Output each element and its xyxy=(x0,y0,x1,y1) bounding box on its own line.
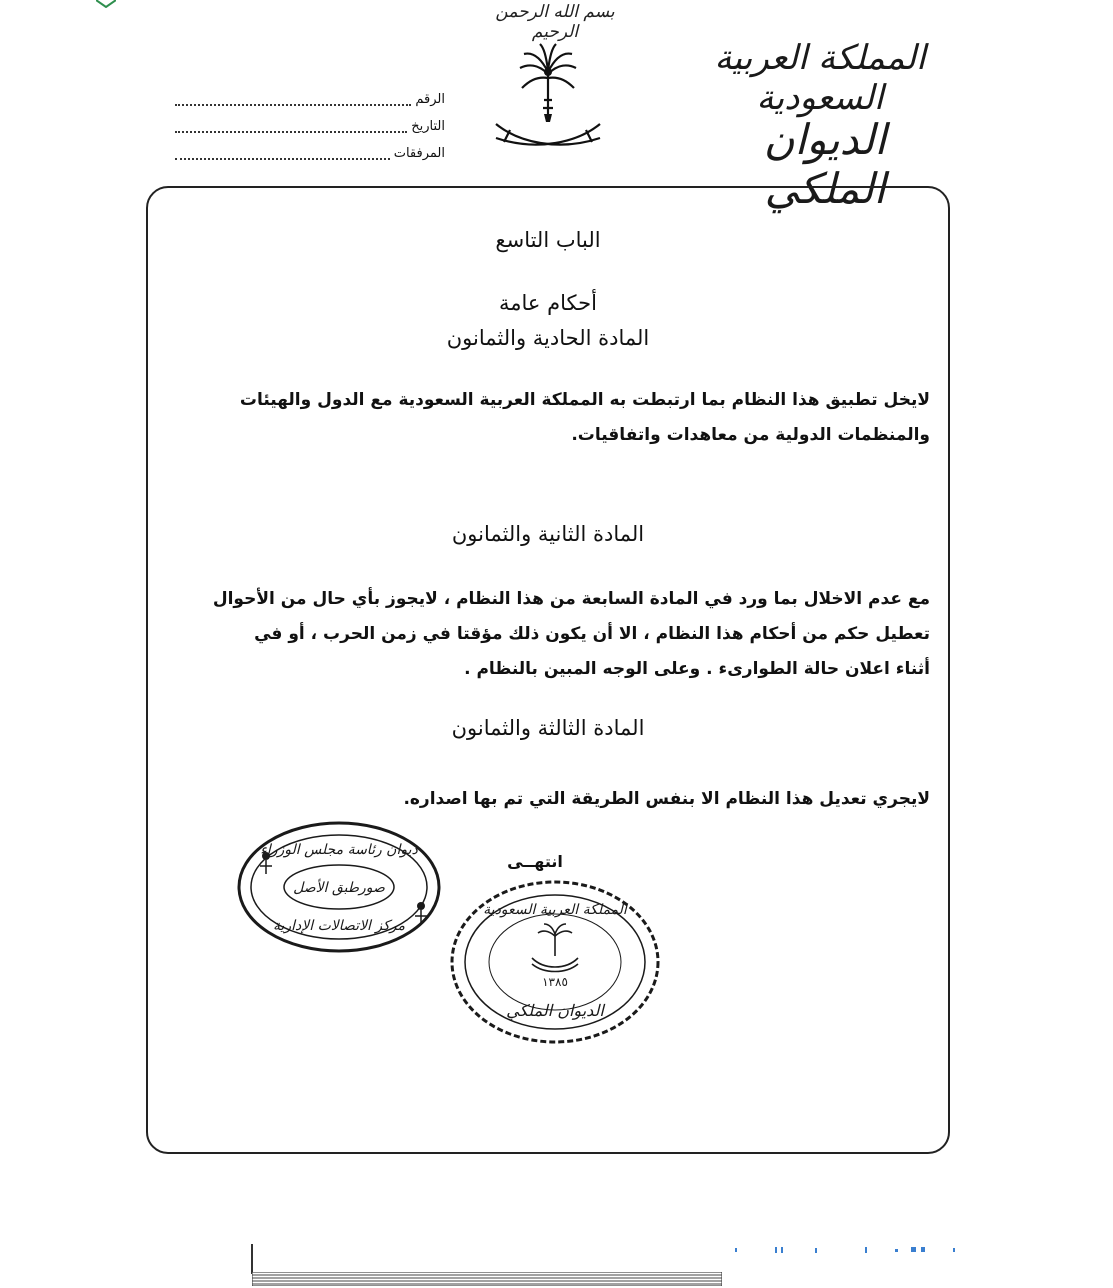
royal-court-seal xyxy=(448,878,662,1046)
article-81-line-1: لايخل تطبيق هذا النظام بما ارتبطت به المملكة العربية السعودية مع الدول والهيئات xyxy=(239,390,930,410)
article-82-line-1: مع عدم الاخلال بما ورد في المادة السابعة من هذا النظام ، لايجوز بأي حال من الأحوال xyxy=(212,589,930,609)
reference-number-field xyxy=(175,86,445,113)
cabinet-stamp xyxy=(236,820,442,954)
article-81-title: المادة الحادية والثمانون xyxy=(446,326,650,350)
palm-and-swords-emblem-icon xyxy=(488,42,608,162)
attachments-dots xyxy=(175,148,390,160)
cabinet-stamp-bottom-text: مركز الاتصالات الإدارية xyxy=(272,918,406,934)
article-83-text xyxy=(168,782,930,817)
end-marker: انتهــى xyxy=(507,852,563,871)
cabinet-stamp-middle-text: صورطبق الأصل xyxy=(293,880,385,896)
article-83-line-1: لايجري تعديل هذا النظام الا بنفس الطريقة التي تم بها اصداره. xyxy=(403,789,930,809)
attachments-label: المرفقات xyxy=(393,146,445,161)
royal-seal-year: ١٣٨٥ xyxy=(542,975,568,989)
royal-court-title: الديوان الملكي xyxy=(763,115,887,213)
article-82-title: المادة الثانية والثمانون xyxy=(451,522,645,546)
kingdom-title: المملكة العربية السعودية xyxy=(714,38,926,118)
footer-marks xyxy=(735,1244,955,1256)
royal-seal-bottom-text: الديوان الملكي xyxy=(506,1001,604,1020)
attachments-field xyxy=(175,140,445,167)
footer-tick xyxy=(251,1244,253,1274)
footer-hatched-bar xyxy=(252,1272,722,1286)
chapter-heading: الباب التاسع xyxy=(495,228,601,252)
article-82-line-2: تعطيل حكم من أحكام هذا النظام ، الا أن يكون ذلك مؤقتا في زمن الحرب ، أو في xyxy=(254,624,930,644)
article-83-title: المادة الثالثة والثمانون xyxy=(451,716,645,740)
date-field xyxy=(175,113,445,140)
royal-seal-top-text: المملكة العربية السعودية xyxy=(483,902,627,918)
section-heading: أحكام عامة xyxy=(499,291,597,315)
corner-mark xyxy=(96,0,116,8)
article-82-line-3: أثناء اعلان حالة الطوارىء . وعلى الوجه المبين بالنظام . xyxy=(464,659,930,679)
reference-number-dots xyxy=(175,94,411,106)
article-81-text xyxy=(168,383,930,453)
date-label: التاريخ xyxy=(411,119,445,134)
reference-number-label: الرقم xyxy=(415,92,445,107)
date-dots xyxy=(175,121,407,133)
basmala: بسم الله الرحمن الرحيم xyxy=(495,2,615,42)
cabinet-stamp-outer-text: ديوان رئاسة مجلس الوزراء xyxy=(260,842,418,858)
reference-fields xyxy=(175,86,445,167)
article-81-line-2: والمنظمات الدولية من معاهدات واتفاقيات. xyxy=(571,425,930,445)
article-82-text xyxy=(168,582,930,687)
